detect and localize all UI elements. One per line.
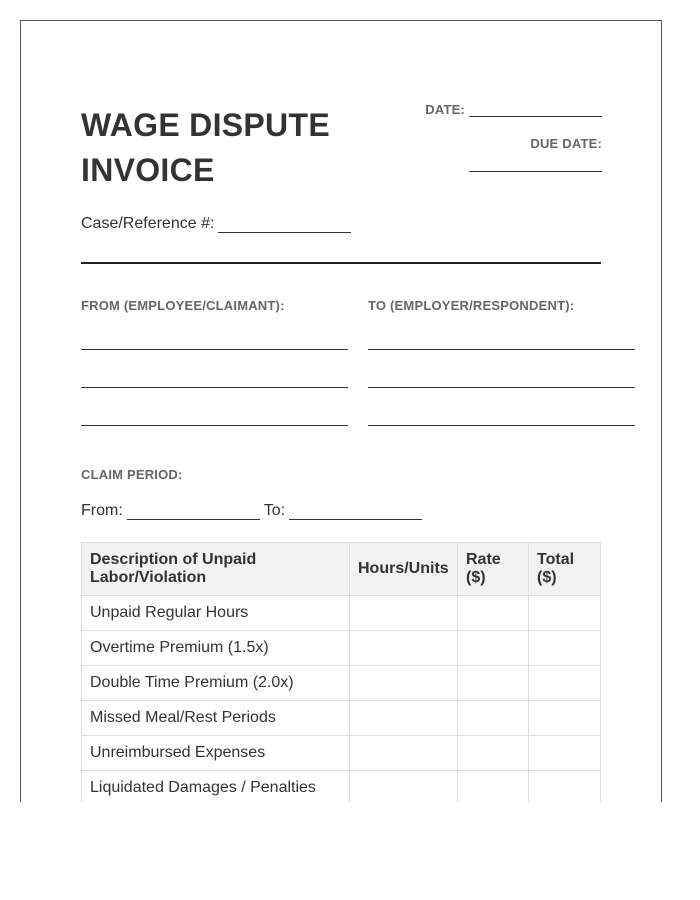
header-total: Total ($) [529, 543, 601, 596]
row-hours-cell[interactable] [350, 771, 458, 803]
to-label: TO (EMPLOYER/RESPONDENT): [368, 298, 575, 313]
to-line-3[interactable] [368, 425, 635, 426]
period-to-label: To: [263, 502, 286, 519]
row-hours-cell[interactable] [350, 701, 458, 736]
row-description: Unpaid Regular Hours [82, 596, 350, 631]
due-date-label: DUE DATE: [530, 136, 602, 151]
due-date-blank[interactable] [469, 156, 602, 172]
period-to-blank[interactable] [289, 503, 422, 520]
to-line-1[interactable] [368, 349, 635, 350]
table-row [82, 631, 601, 666]
row-description: Overtime Premium (1.5x) [82, 631, 350, 666]
invoice-title [81, 103, 330, 193]
header-hours: Hours/Units [350, 543, 458, 596]
row-hours-cell[interactable] [350, 736, 458, 771]
row-rate-cell[interactable] [458, 666, 529, 701]
header-divider [81, 262, 601, 264]
row-rate-cell[interactable] [458, 631, 529, 666]
row-rate-cell[interactable] [458, 596, 529, 631]
table-row [82, 596, 601, 631]
period-from-label: From: [81, 502, 123, 519]
date-blank[interactable] [469, 101, 602, 117]
row-rate-cell[interactable] [458, 736, 529, 771]
from-line-3[interactable] [81, 425, 348, 426]
from-line-1[interactable] [81, 349, 348, 350]
row-total-cell[interactable] [529, 596, 601, 631]
row-total-cell[interactable] [529, 771, 601, 803]
row-description: Unreimbursed Expenses [82, 736, 350, 771]
row-hours-cell[interactable] [350, 631, 458, 666]
table-row [82, 666, 601, 701]
table-row [82, 701, 601, 736]
title-line-1: WAGE DISPUTE [81, 107, 330, 143]
case-ref-label: Case/Reference #: [81, 215, 215, 232]
case-ref-blank[interactable] [218, 216, 351, 233]
from-label: FROM (EMPLOYEE/CLAIMANT): [81, 298, 285, 313]
header-description: Description of Unpaid Labor/Violation [82, 543, 350, 596]
row-hours-cell[interactable] [350, 596, 458, 631]
row-description: Liquidated Damages / Penalties [82, 771, 350, 803]
from-line-2[interactable] [81, 387, 348, 388]
claim-period-field [81, 502, 426, 520]
header-rate: Rate ($) [458, 543, 529, 596]
table-header-row [82, 543, 601, 596]
case-reference-field [81, 215, 351, 233]
claim-period-label: CLAIM PERIOD: [81, 467, 183, 482]
row-total-cell[interactable] [529, 631, 601, 666]
row-hours-cell[interactable] [350, 666, 458, 701]
date-label: DATE: [425, 102, 465, 117]
invoice-page [20, 20, 662, 802]
title-line-2: INVOICE [81, 152, 215, 188]
row-description: Double Time Premium (2.0x) [82, 666, 350, 701]
row-description: Missed Meal/Rest Periods [82, 701, 350, 736]
claims-table [81, 542, 601, 802]
row-rate-cell[interactable] [458, 771, 529, 803]
table-row [82, 736, 601, 771]
row-total-cell[interactable] [529, 666, 601, 701]
date-field [425, 101, 602, 117]
row-total-cell[interactable] [529, 736, 601, 771]
table-row [82, 771, 601, 803]
row-rate-cell[interactable] [458, 701, 529, 736]
row-total-cell[interactable] [529, 701, 601, 736]
to-line-2[interactable] [368, 387, 635, 388]
period-from-blank[interactable] [127, 503, 260, 520]
